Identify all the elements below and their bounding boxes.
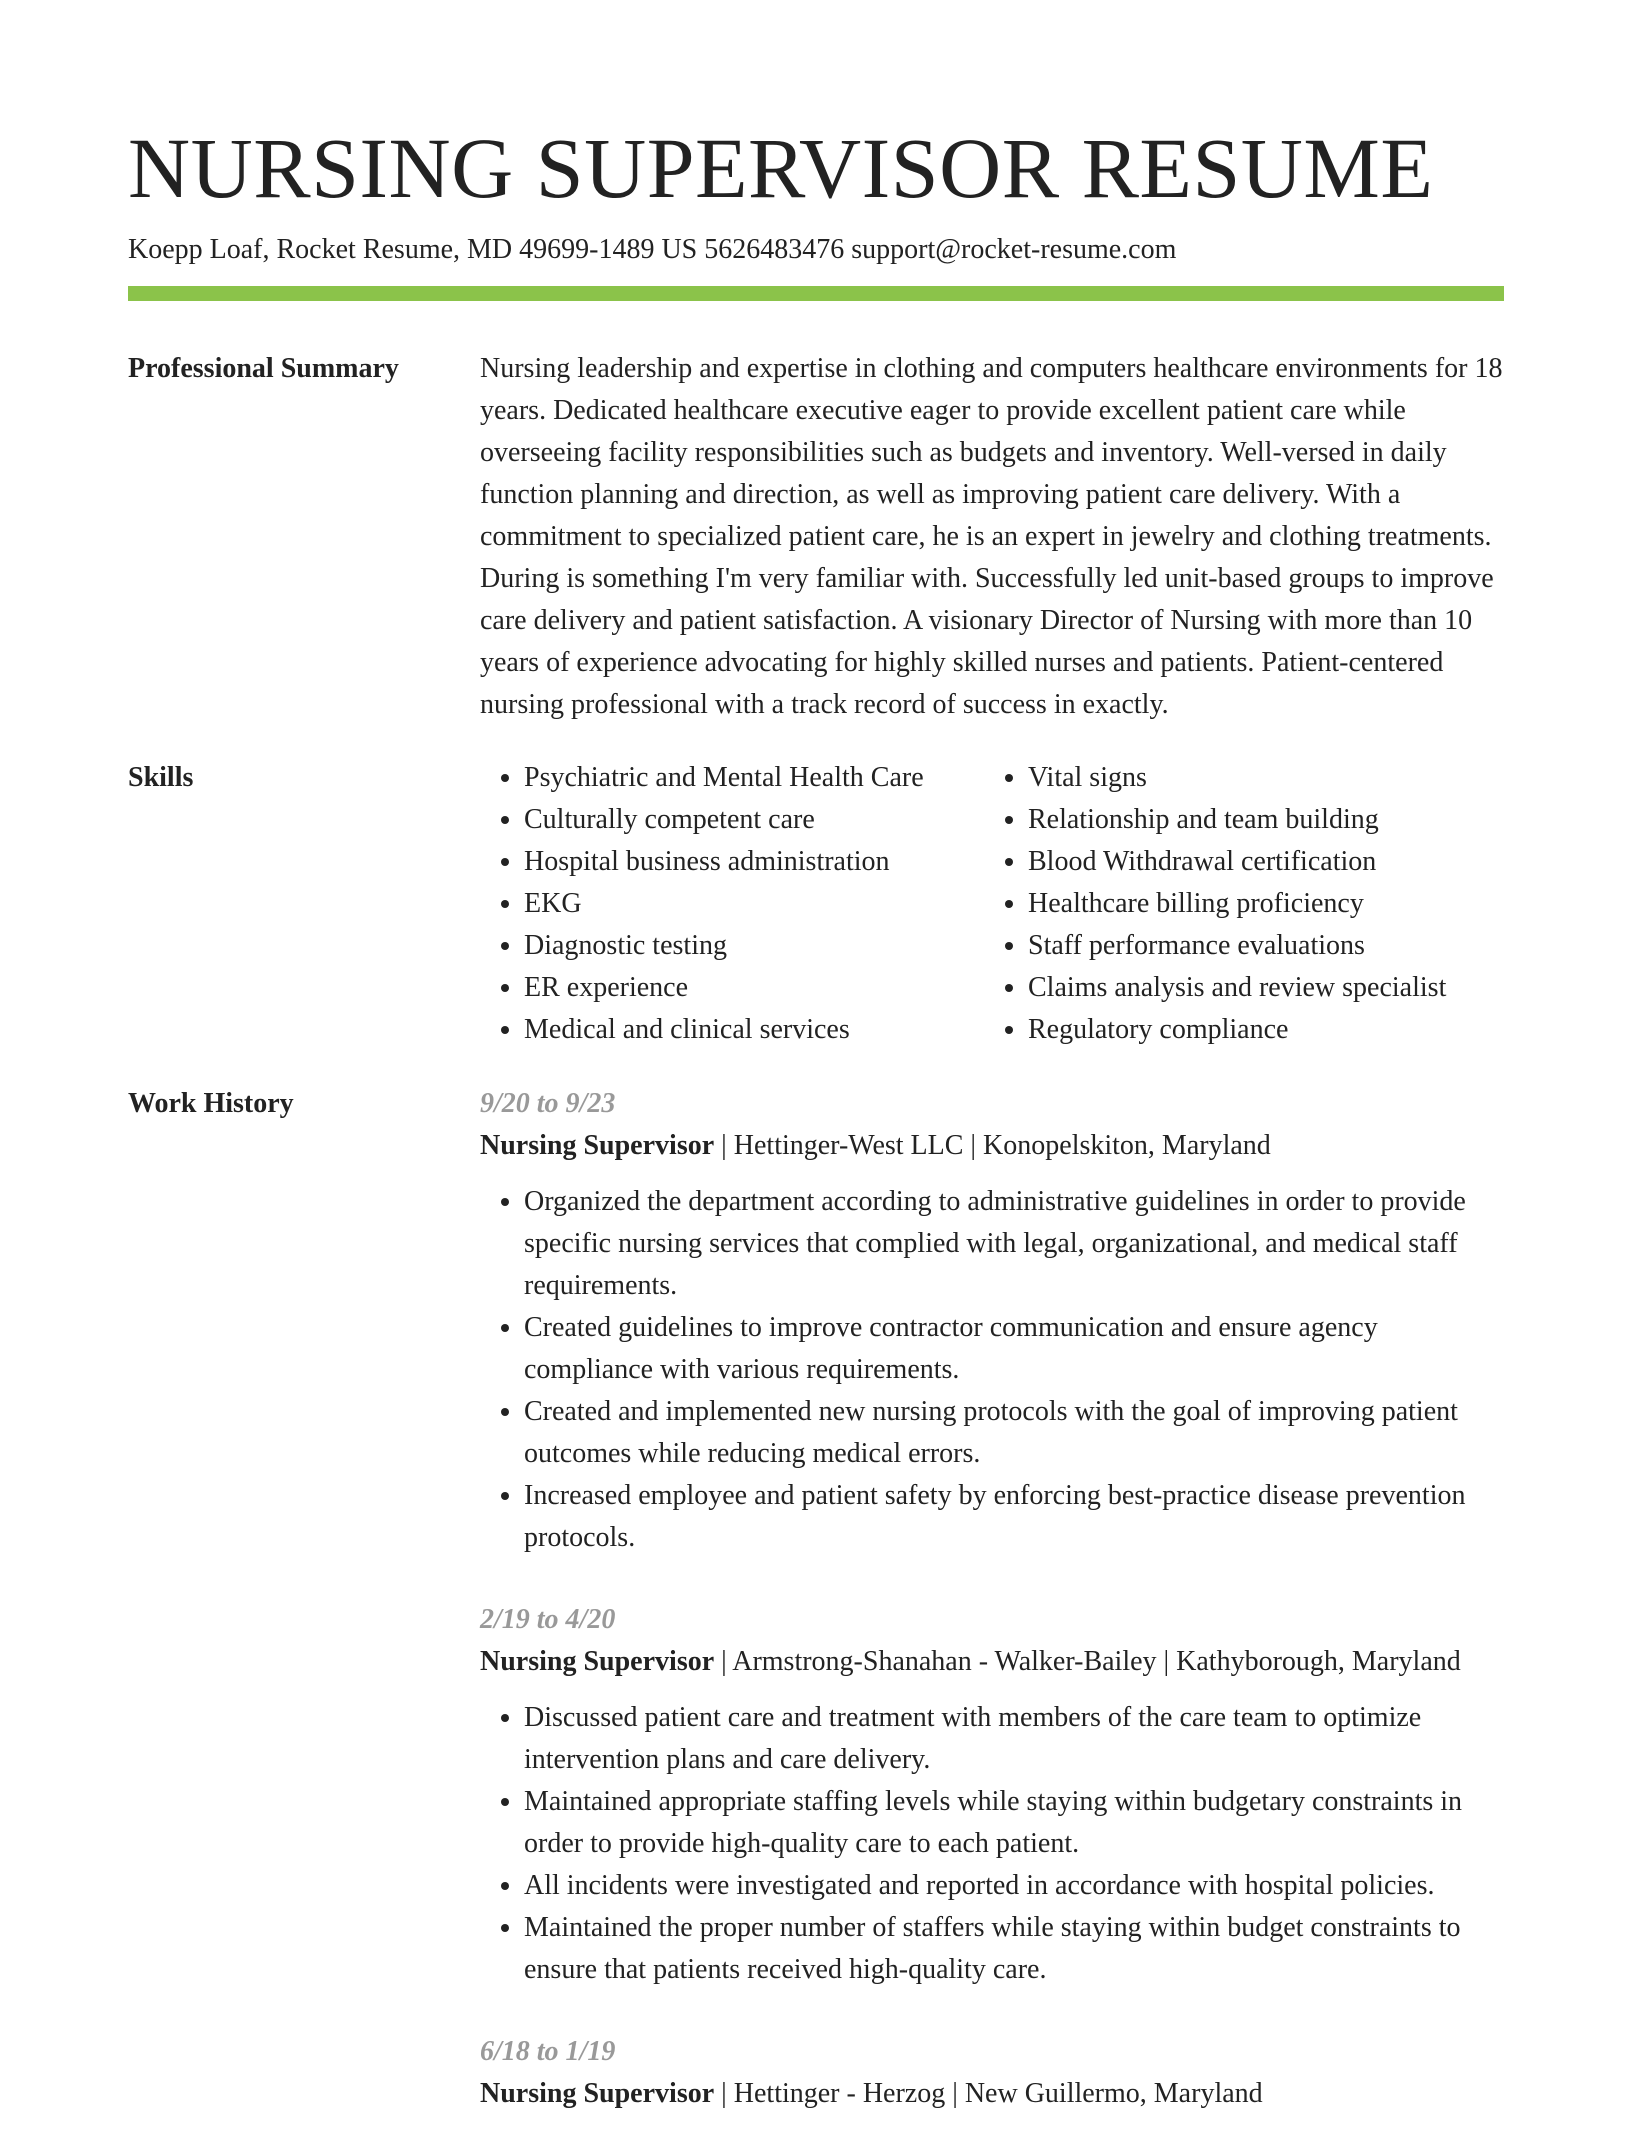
skill-item: • Psychiatric and Mental Health Care xyxy=(524,757,984,799)
skills-list-right xyxy=(984,757,1488,1051)
contact-line: Koepp Loaf, Rocket Resume, MD 49699-1489 US 5626483476 support@rocket-resume.com xyxy=(128,234,1177,265)
job-bullet: • Increased employee and patient safety by enforcing best-practice disease prevention protocols. xyxy=(524,1475,1504,1559)
job-title: Nursing Supervisor xyxy=(480,1646,715,1677)
summary-label: Professional Summary xyxy=(128,353,399,384)
job-bullet: • Maintained the proper number of staffers while staying within budget constraints to ensure that patients received high-quality care. xyxy=(524,1907,1504,1991)
skills-list-left xyxy=(480,757,984,1051)
job-dates: 9/20 to 9/23 xyxy=(480,1088,616,1119)
job-dates: 6/18 to 1/19 xyxy=(480,2036,616,2067)
skill-item: • EKG xyxy=(524,883,984,925)
skills-label: Skills xyxy=(128,762,194,793)
page-title: NURSING SUPERVISOR RESUME xyxy=(128,120,1434,216)
job-bullet: • All incidents were investigated and reported in accordance with hospital policies. xyxy=(524,1865,1504,1907)
job-title: Nursing Supervisor xyxy=(480,2078,715,2109)
skill-item: • Blood Withdrawal certification xyxy=(1028,841,1488,883)
job-title: Nursing Supervisor xyxy=(480,1130,715,1161)
summary-body xyxy=(480,348,1504,726)
skill-item: • Claims analysis and review specialist xyxy=(1028,967,1488,1009)
job-heading xyxy=(480,1641,1504,1683)
job-heading xyxy=(480,2073,1504,2115)
summary-text: Nursing leadership and expertise in clothing and computers healthcare environments for 18 years. Dedicated healthcare executive eager to provide excellent patient care while overseeing facility responsibilities such as budgets and inventory. Well-versed in daily function planning and direction, as well as improving patient care delivery. With a commitment to specialized patient care, he is an expert in jewelry and clothing treatments. During is something I'm very familiar with. Successfully led unit-based groups to improve care delivery and patient satisfaction. A visionary Director of Nursing with more than 10 years of experience advocating for highly skilled nurses and patients. Patient-centered nursing professional with a track record of success in exactly. xyxy=(480,353,1503,720)
job-dates: 2/19 to 4/20 xyxy=(480,1604,616,1635)
work-history-label: Work History xyxy=(128,1088,294,1119)
job-details: | Hettinger-West LLC | Konopelskiton, Maryland xyxy=(714,1130,1271,1161)
job-bullet: • Created guidelines to improve contractor communication and ensure agency compliance with various requirements. xyxy=(524,1307,1504,1391)
skill-item: • Healthcare billing proficiency xyxy=(1028,883,1488,925)
job-heading xyxy=(480,1125,1504,1167)
job-entry xyxy=(480,1083,1504,1559)
skill-item: • Diagnostic testing xyxy=(524,925,984,967)
job-details: | Hettinger - Herzog | New Guillermo, Maryland xyxy=(714,2078,1263,2109)
skills-body xyxy=(480,757,1504,1051)
skill-item: • Medical and clinical services xyxy=(524,1009,984,1051)
job-details: | Armstrong-Shanahan - Walker-Bailey | Kathyborough, Maryland xyxy=(714,1646,1461,1677)
header-divider xyxy=(128,286,1504,301)
skill-item: • ER experience xyxy=(524,967,984,1009)
skill-item: • Culturally competent care xyxy=(524,799,984,841)
job-entry xyxy=(480,2031,1504,2115)
job-entry xyxy=(480,1599,1504,1991)
skill-item: • Vital signs xyxy=(1028,757,1488,799)
job-bullet: • Created and implemented new nursing protocols with the goal of improving patient outcomes while reducing medical errors. xyxy=(524,1391,1504,1475)
job-bullets xyxy=(480,1181,1504,1559)
skill-item: • Relationship and team building xyxy=(1028,799,1488,841)
job-bullets xyxy=(480,1697,1504,1991)
skill-item: • Hospital business administration xyxy=(524,841,984,883)
skill-item: • Regulatory compliance xyxy=(1028,1009,1488,1051)
skill-item: • Staff performance evaluations xyxy=(1028,925,1488,967)
job-bullet: • Maintained appropriate staffing levels while staying within budgetary constraints in order to provide high-quality care to each patient. xyxy=(524,1781,1504,1865)
work-history-body xyxy=(480,1083,1504,2155)
job-bullet: • Discussed patient care and treatment with members of the care team to optimize intervention plans and care delivery. xyxy=(524,1697,1504,1781)
job-bullet: • Organized the department according to administrative guidelines in order to provide specific nursing services that complied with legal, organizational, and medical staff requirements. xyxy=(524,1181,1504,1307)
